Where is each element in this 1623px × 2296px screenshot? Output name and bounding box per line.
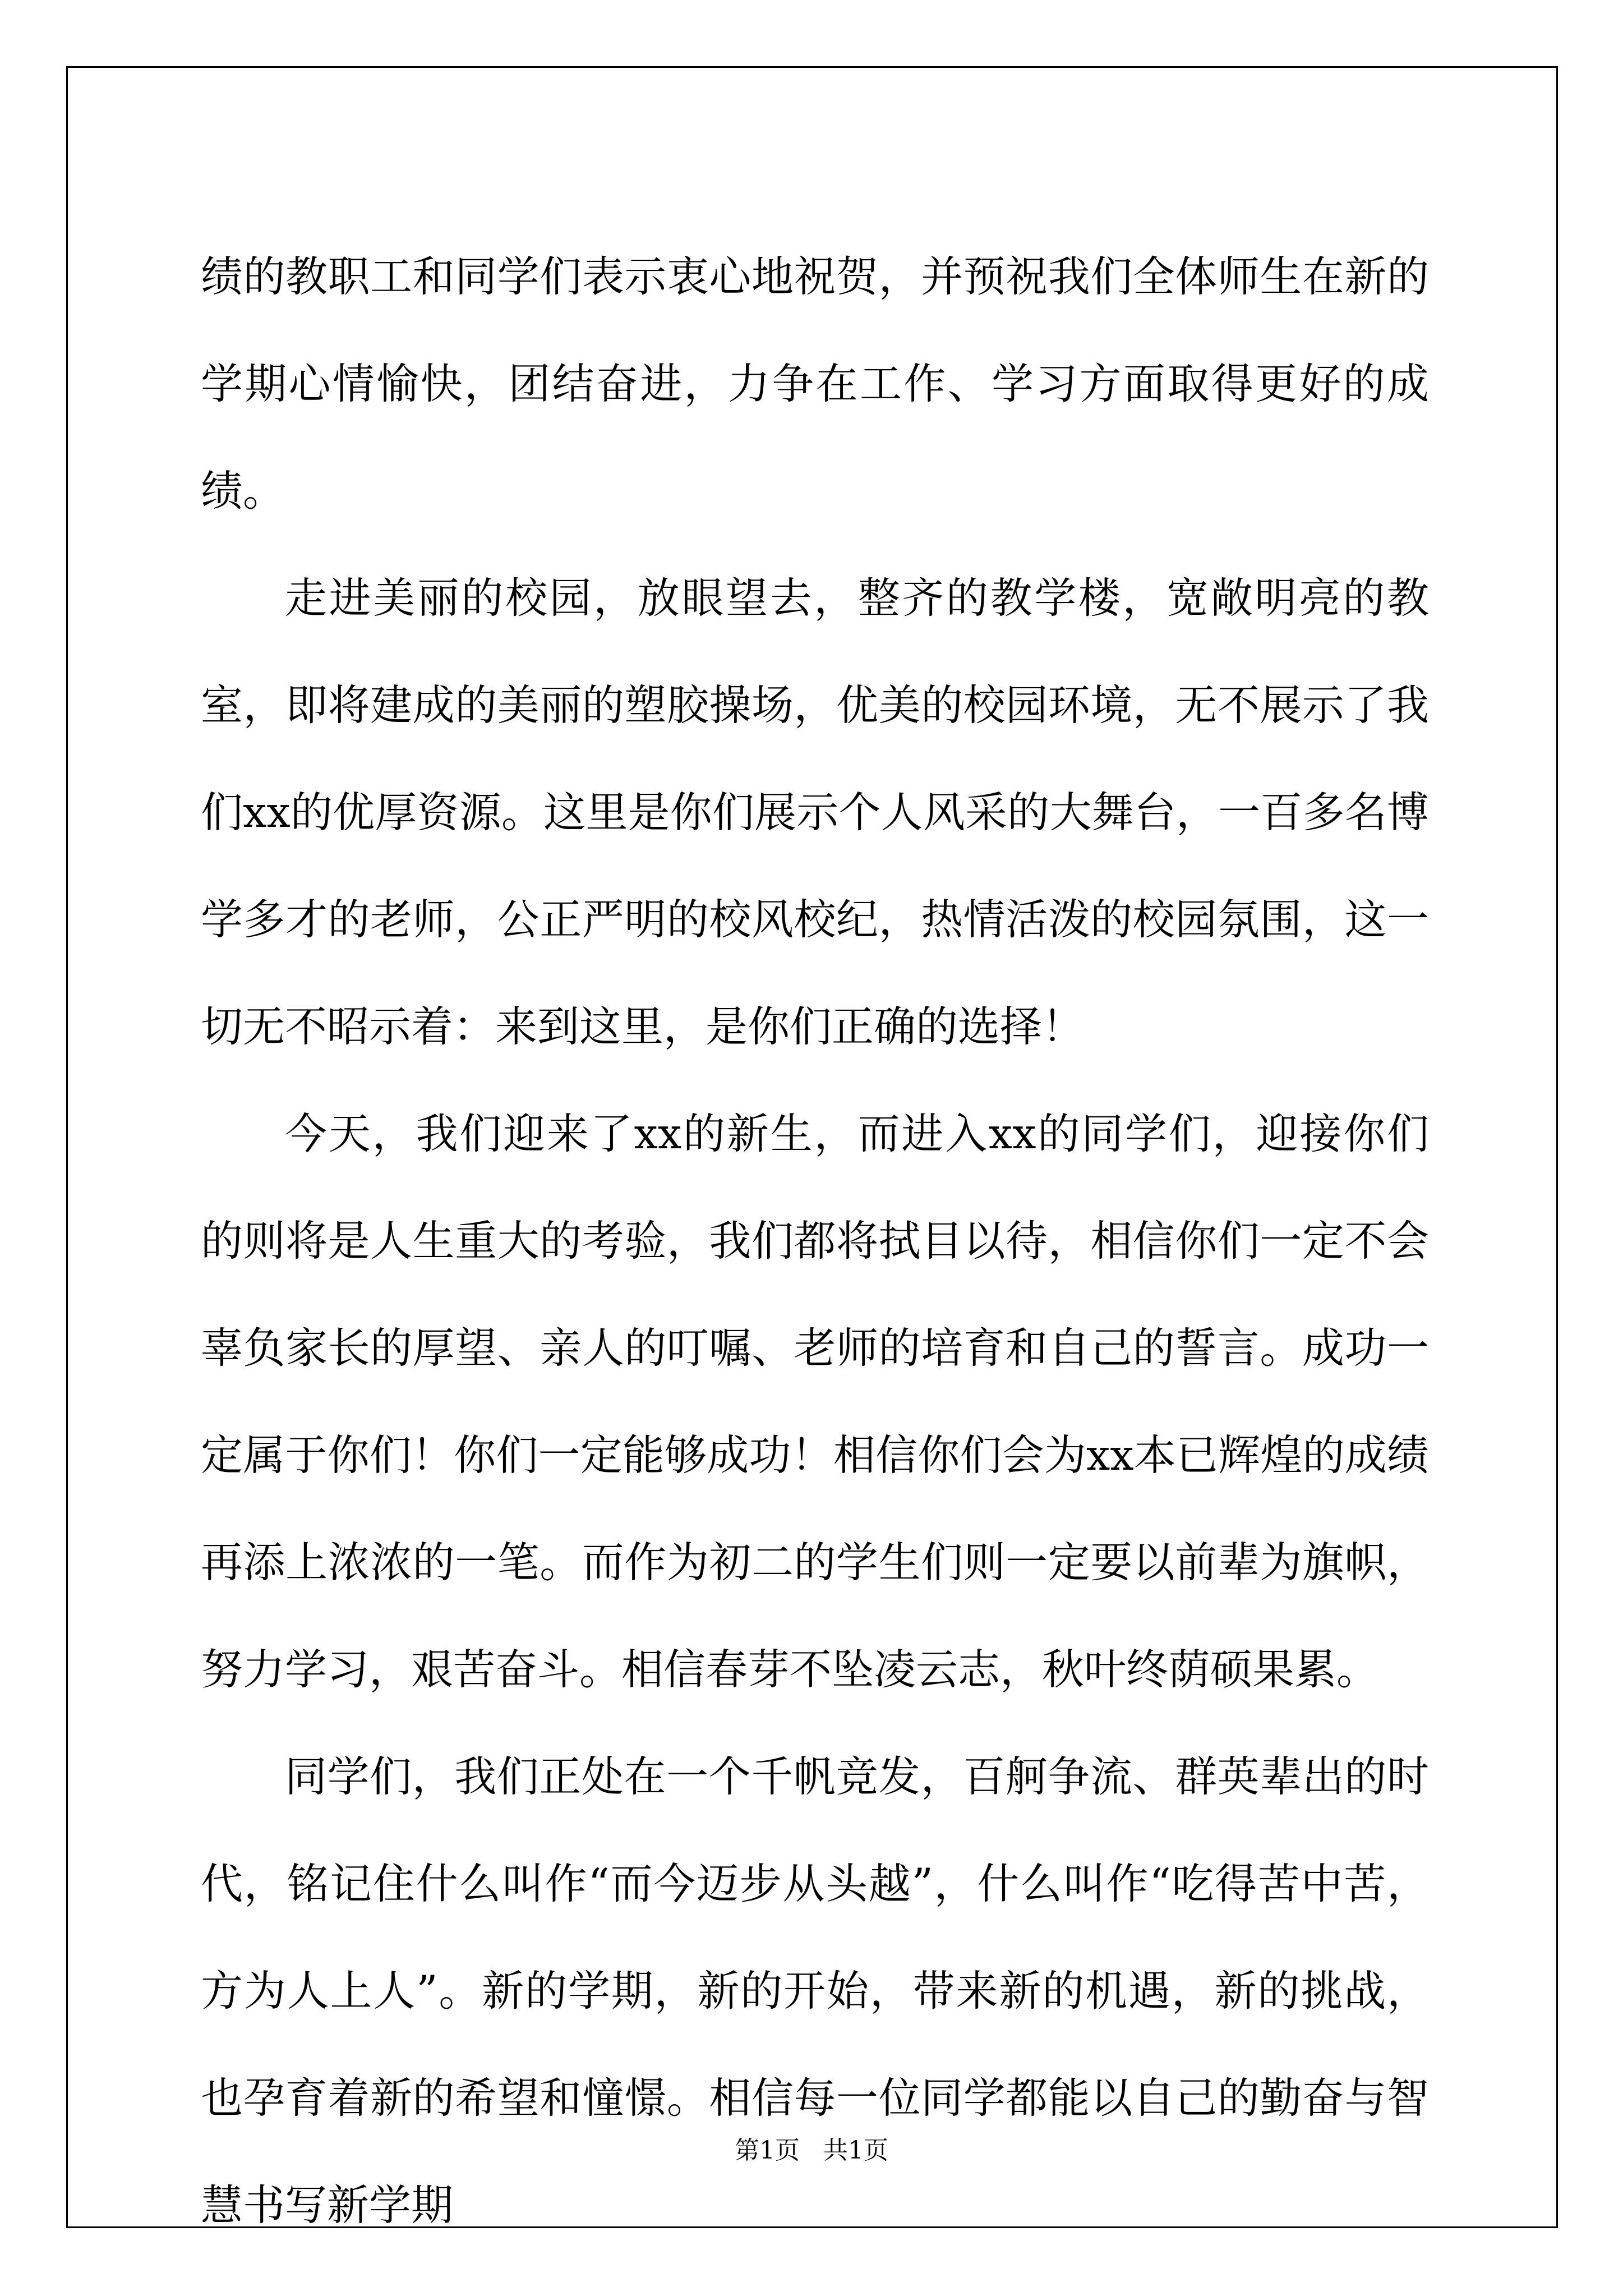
page-number: 第1页 [735,2136,800,2165]
paragraph-2: 走进美丽的校园，放眼望去，整齐的教学楼，宽敞明亮的教室，即将建成的美丽的塑胶操场，优美的校园环境，无不展示了我们xx的优厚资源。这里是你们展示个人风采的大舞台，一百多名博学多才的老师，公正严明的校风校纪，热情活泼的校园氛围，这一切无不昭示着：来到这里，是你们正确的选择！ [201,573,1429,1051]
document-body [201,223,1429,2259]
paragraph-1: 绩的教职工和同学们表示衷心地祝贺，并预祝我们全体师生在新的学期心情愉快，团结奋进，力争在工作、学习方面取得更好的成绩。 [201,252,1429,516]
paragraph-3: 今天，我们迎来了xx的新生，而进入xx的同学们，迎接你们的则将是人生重大的考验，我们都将拭目以待，相信你们一定不会辜负家长的厚望、亲人的叮嘱、老师的培育和自己的誓言。成功一定属于你们！你们一定能够成功！相信你们会为xx本已辉煌的成绩再添上浓浓的一笔。而作为初二的学生们则一定要以前辈为旗帜，努力学习，艰苦奋斗。相信春芽不坠凌云志，秋叶终荫硕果累。 [201,1109,1429,1694]
paragraph-4: 同学们，我们正处在一个千帆竞发，百舸争流、群英辈出的时代，铭记住什么叫作“而今迈步从头越”，什么叫作“吃得苦中苦，方为人上人”。新的学期，新的开始，带来新的机遇，新的挑战，也孕育着新的希望和憧憬。相信每一位同学都能以自己的勤奋与智慧书写新学期 [201,1752,1429,2230]
page-total: 共1页 [823,2136,888,2165]
page-footer [0,2134,1623,2168]
